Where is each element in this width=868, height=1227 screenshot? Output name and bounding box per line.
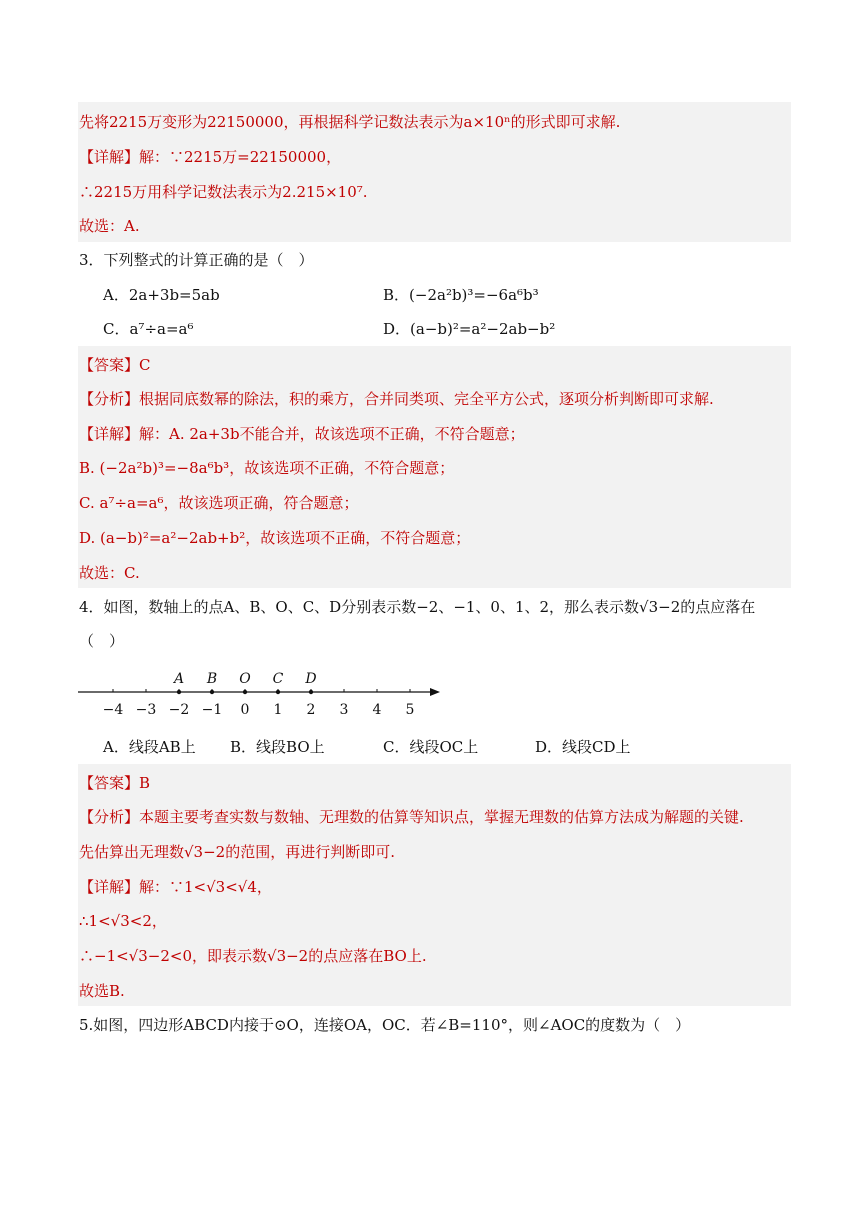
- q2-analysis: 先将2215万变形为22150000，再根据科学记数法表示为a×10ⁿ的形式即可求解.: [79, 113, 621, 131]
- q5-stem: 5.如图，四边形ABCD内接于⊙O，连接OA，OC．若∠B=110°，则∠AOC的度数为（ ）: [79, 1016, 691, 1034]
- tick-label: 3: [339, 702, 349, 718]
- tick-labels: [103, 702, 415, 718]
- q3-conclusion: 故选：C.: [79, 564, 140, 582]
- axis-arrow-icon: [430, 688, 440, 696]
- q4-stem-line1: 4．如图，数轴上的点A、B、O、C、D分别表示数−2、−1、0、1、2，那么表示数√3−2的点应落在: [79, 598, 756, 616]
- q3-detail-b: B. (−2a²b)³=−8a⁶b³，故该选项不正确，不符合题意；: [79, 459, 455, 477]
- q3-option-a: [103, 284, 220, 306]
- q3-detail-a: 【详解】解：A. 2a+3b不能合并，故该选项不正确，不符合题意；: [79, 425, 525, 443]
- q3-analysis: 【分析】根据同底数幂的除法，积的乘方，合并同类项、完全平方公式，逐项分析判断即可求解.: [79, 390, 714, 408]
- tick-label: −3: [135, 702, 157, 718]
- q4-option-c-label: C．: [383, 738, 410, 756]
- q4-option-d-text: 线段CD上: [562, 738, 631, 756]
- q3-option-d: [383, 318, 555, 340]
- q4-option-a: [103, 736, 196, 758]
- q2-conclusion: 故选：A.: [79, 217, 140, 235]
- point-dot: [177, 690, 181, 694]
- q4-analysis-line2: 先估算出无理数√3−2的范围，再进行判断即可.: [79, 843, 395, 861]
- point-label: D: [305, 671, 317, 687]
- tick-label: 1: [273, 702, 283, 718]
- point-dot: [210, 690, 214, 694]
- point-label: B: [206, 671, 218, 687]
- point-markers: [172, 671, 317, 694]
- q2-detail-line1: 【详解】解：∵2215万=22150000，: [79, 148, 342, 166]
- q4-detail-line2: ∴1<√3<2，: [79, 912, 167, 930]
- q3-option-d-label: D．: [383, 320, 411, 338]
- q3-option-c-text: a⁷÷a=a⁶: [129, 320, 194, 338]
- q4-option-d-label: D．: [535, 738, 563, 756]
- q3-option-b: [383, 284, 539, 306]
- tick-label: 0: [240, 702, 250, 718]
- q3-option-a-text: 2a+3b=5ab: [128, 286, 220, 304]
- tick-label: −4: [102, 702, 124, 718]
- point-label: A: [173, 671, 185, 687]
- q3-option-b-label: B．: [383, 286, 410, 304]
- q3-option-d-text: (a−b)²=a²−2ab−b²: [410, 320, 556, 338]
- q4-stem-line2: （ ）: [79, 632, 125, 650]
- number-line-figure: [76, 664, 446, 724]
- q3-option-c-label: C．: [103, 320, 130, 338]
- q4-option-b-label: B．: [230, 738, 257, 756]
- q3-option-c: [103, 318, 193, 340]
- q4-analysis-line1: 【分析】本题主要考查实数与数轴、无理数的估算等知识点，掌握无理数的估算方法成为解题的关键.: [79, 808, 744, 826]
- q4-option-b: [230, 736, 325, 758]
- number-line-svg: [76, 664, 446, 724]
- q4-option-c: [383, 736, 478, 758]
- q4-detail-line1: 【详解】解：∵1<√3<√4，: [79, 878, 272, 896]
- q4-detail-line3: ∴−1<√3−2<0，即表示数√3−2的点应落在BO上.: [79, 947, 427, 965]
- q3-option-a-label: A．: [103, 286, 129, 304]
- tick-label: 2: [306, 702, 316, 718]
- q4-option-a-text: 线段AB上: [128, 738, 196, 756]
- point-dot: [243, 690, 247, 694]
- q3-detail-c: C. a⁷÷a=a⁶，故该选项正确，符合题意；: [79, 494, 359, 512]
- q3-answer: 【答案】C: [79, 356, 151, 374]
- q4-option-c-text: 线段OC上: [409, 738, 479, 756]
- tick-label: −1: [201, 702, 223, 718]
- q4-answer: 【答案】B: [79, 774, 151, 792]
- q2-detail-line2: ∴2215万用科学记数法表示为2.215×10⁷.: [79, 183, 368, 201]
- tick-label: 4: [372, 702, 382, 718]
- point-label: O: [239, 671, 251, 687]
- point-label: C: [272, 671, 284, 687]
- tick-label: 5: [405, 702, 415, 718]
- q4-option-a-label: A．: [103, 738, 129, 756]
- q4-option-d: [535, 736, 631, 758]
- point-dot: [276, 690, 280, 694]
- q4-option-b-text: 线段BO上: [256, 738, 325, 756]
- tick-label: −2: [168, 702, 190, 718]
- q3-detail-d: D. (a−b)²=a²−2ab+b²，故该选项不正确，不符合题意；: [79, 529, 471, 547]
- point-dot: [309, 690, 313, 694]
- q4-conclusion: 故选B.: [79, 982, 125, 1000]
- q3-stem: 3．下列整式的计算正确的是（ ）: [79, 251, 314, 269]
- q3-option-b-text: (−2a²b)³=−6a⁶b³: [409, 286, 539, 304]
